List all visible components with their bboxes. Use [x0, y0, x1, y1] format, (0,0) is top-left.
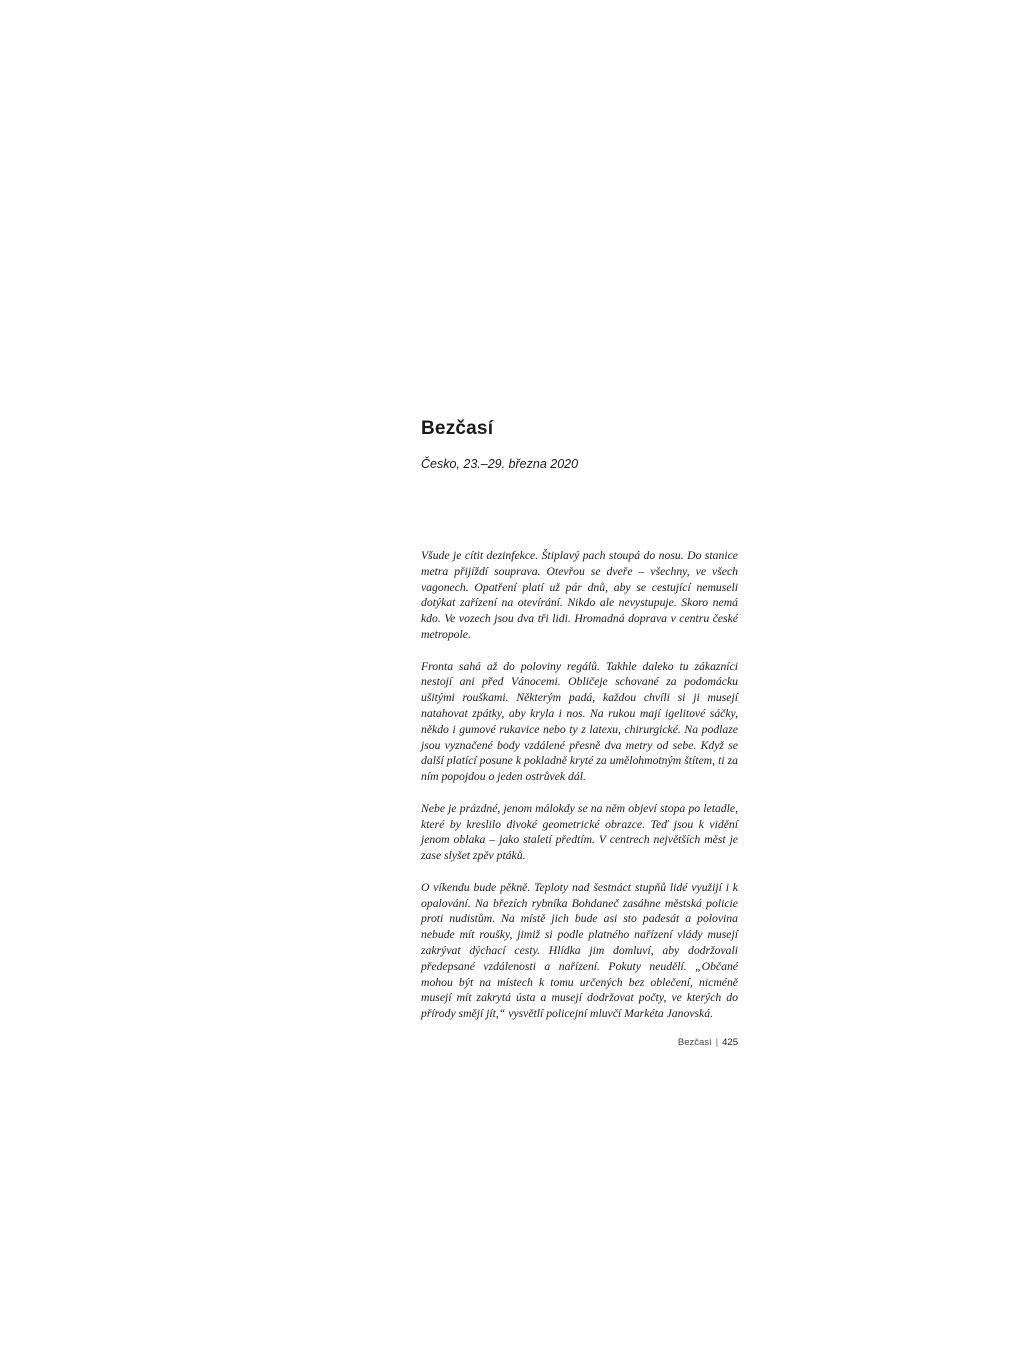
footer-separator: | — [715, 1037, 719, 1048]
chapter-subtitle: Česko, 23.–29. března 2020 — [421, 457, 579, 471]
running-head: Bezčasí — [677, 1037, 712, 1048]
page-footer — [678, 1037, 738, 1048]
paragraph: Fronta sahá až do poloviny regálů. Takhle daleko tu zákazníci nestojí ani před Vánocemi. Obličeje schované za podomácku ušitými rouškami. Některým padá, každou chvíli si ji musejí natahovat zpátky, aby kryla i nos. Na rukou mají igelitové sáčky, někdo i gumové rukavice nebo ty z latexu, chirurgické. Na podlaze jsou vyznačené body vzdálené přesně dva metry od sebe. Když se další platící posune k pokladně kryté za umělohmotným štítem, ti za ním popojdou o jeden ostrůvek dál. — [421, 659, 738, 784]
paragraph: Všude je cítit dezinfekce. Štiplavý pach stoupá do nosu. Do stanice metra přijíždí souprava. Otevřou se dveře – všechny, ve všech vagonech. Opatření platí už pár dnů, aby se cestující nemuseli dotýkat zařízení na otevírání. Nikdo ale nevystupuje. Skoro nemá kdo. Ve vozech jsou dva tři lidi. Hromadná doprava v centru české metropole. — [421, 549, 738, 641]
chapter-title: Bezčasí — [421, 418, 494, 439]
page-number: 425 — [722, 1037, 738, 1048]
chapter-body — [421, 548, 738, 1038]
paragraph: Nebe je prázdné, jenom málokdy se na něm objeví stopa po letadle, které by kreslilo divoké geometrické obrazce. Teď jsou k vidění jenom oblaka – jako staletí předtím. V centrech největších měst je zase slyšet zpěv ptáků. — [421, 801, 738, 863]
paragraph: O víkendu bude pěkně. Teploty nad šestnáct stupňů lidé využijí i k opalování. Na březích rybníka Bohdaneč zasáhne městská policie proti nudistům. Na místě jich bude asi sto padesát a polovina nebude mít roušky, jimiž si podle platného nařízení vlády musejí zakrývat dýchací cesty. Hlídka jim domluví, aby dodržovali předepsané vzdálenosti a nařízení. Pokuty neudělí. „Občané mohou být na místech k tomu určených bez oblečení, nicméně musejí mít zakrytá ústa a musejí dodržovat počty, ve kterých do přírody smějí jít,“ vysvětlí policejní mluvčí Markéta Janovská. — [421, 880, 738, 1021]
